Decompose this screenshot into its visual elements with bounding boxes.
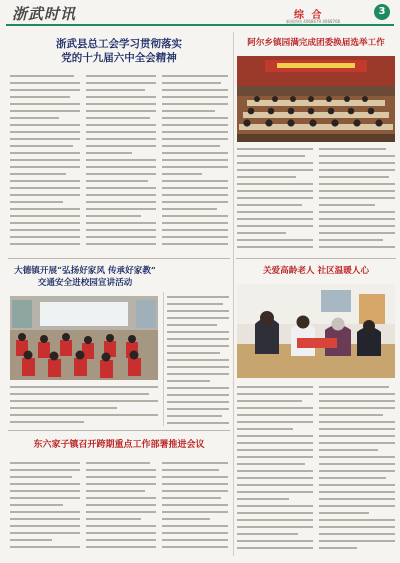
article-1-body-col-1 [10,75,80,251]
article-5-body-col-2 [86,462,156,554]
rule [163,292,164,426]
column-divider [233,32,234,556]
article-5-body-col-1 [10,462,80,554]
section-title: 综 合 [294,10,324,21]
page-number-badge: 3 [374,4,390,20]
article-3-body-lower [10,386,158,424]
header-divider [6,24,394,26]
article-2-headline: 阿尔乡镇园满完成团委换届选举工作 [247,38,385,48]
article-4-body-col-1 [237,386,313,554]
article-5-body-col-3 [162,462,228,554]
article-4-headline: 关爱高龄老人 社区温暖人心 [262,266,370,276]
article-3-headline-top: 大德镇开展“弘扬好家风 传承好家教” [14,266,156,276]
classroom-photo [10,296,158,380]
article-3-body-side [167,296,229,426]
article-3-headline-bottom: 交通安全进校园宣讲活动 [37,278,133,288]
rule [8,430,230,431]
rule [8,258,230,259]
article-1-headline-bottom: 党的十九届六中全会精神 [61,52,177,64]
article-5-headline: 东六家子镇召开跨期重点工作部署推进会议 [33,440,205,450]
article-2-body-col-2 [319,148,395,254]
meeting-hall-photo [237,56,395,142]
masthead [6,3,394,23]
header-meta: 新闻热线 4068679 4068766 [286,19,341,24]
article-2-body-col-1 [237,148,313,254]
rule [236,258,396,259]
masthead-title: 浙武时讯 [12,5,77,23]
article-1-headline-top: 浙武县总工会学习贯彻落实 [56,38,182,50]
article-4-body-col-2 [319,386,395,554]
article-1-body-col-3 [162,75,228,251]
elderly-visit-photo [237,284,395,378]
article-1-body-col-2 [86,75,156,251]
